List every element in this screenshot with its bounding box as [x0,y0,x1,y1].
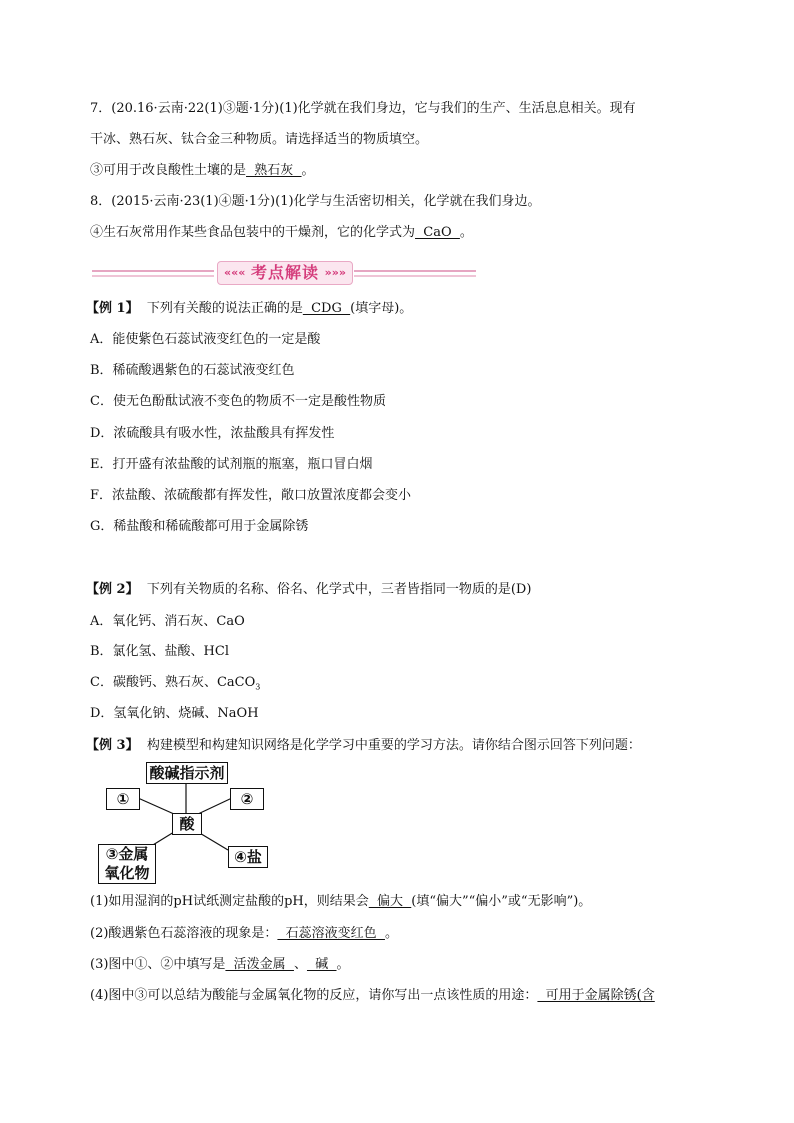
connector-left [138,798,174,814]
ex3-q1-end: (填“偏大”“偏小”或“无影响”)。 [411,894,592,909]
ex1-option-c: C．使无色酚酞试液不变色的物质不一定是酸性物质 [90,394,386,409]
banner-left-stripe-2 [92,275,214,277]
section-banner [92,258,476,286]
banner-left-stripe-1 [92,270,214,272]
ex3-q4-answer: 可用于金属除锈(含 [537,988,655,1003]
ex1-option-b: B．稀硫酸遇紫色的石蕊试液变红色 [90,363,295,378]
ex1-option-d: D．浓硫酸具有吸水性，浓盐酸具有挥发性 [90,426,335,441]
q8-end: 。 [459,225,473,240]
ex3-q1 [90,893,591,911]
ex2-stem [86,581,531,599]
box-acid: 酸 [172,813,202,835]
box-metal-oxide-line-2: 氧化物 [104,864,150,882]
ex3-q1-prompt: (1)如用湿润的pH试纸测定盐酸的pH，则结果会 [90,894,369,909]
box-metal-oxide-line-1: ③金属 [105,845,149,863]
q8-line-2 [90,224,473,242]
ex1-prompt: 下列有关酸的说法正确的是 [138,301,303,316]
banner-title: 考点解读 [250,263,319,282]
q8-answer: CaO [415,225,460,240]
ex3-q3-prompt: (3)图中①、②中填写是 [90,957,226,972]
ex1-option-e: E．打开盛有浓盐酸的试剂瓶的瓶塞，瓶口冒白烟 [90,457,373,472]
q7-answer: 熟石灰 [246,163,302,178]
banner-right-arrows: »»» [324,266,346,279]
ex1-end: (填字母)。 [350,301,413,316]
ex2-option-b: B．氯化氢、盐酸、HCl [90,644,229,659]
ex2-option-c-subscript: 3 [255,682,261,692]
acid-knowledge-diagram [98,762,308,884]
ex1-option-a: A．能使紫色石蕊试液变红色的一定是酸 [90,332,321,347]
ex3-q3-end: 。 [336,957,350,972]
box-indicator: 酸碱指示剂 [146,762,228,784]
connector-bottom-right [198,832,228,850]
ex2-option-c-text: C．碳酸钙、熟石灰、CaCO [90,675,256,690]
banner-right-stripe-1 [354,270,476,272]
ex2-option-d: D．氢氧化钠、烧碱、NaOH [90,706,259,721]
ex1-answer: CDG [302,301,351,316]
connector-right [198,798,232,814]
q7-prompt: ③可用于改良酸性土壤的是 [90,163,247,178]
ex3-q2-prompt: (2)酸遇紫色石蕊溶液的现象是： [90,926,278,941]
ex3-q1-answer: 偏大 [368,894,412,909]
ex3-stem [86,737,641,755]
banner-right-stripe-2 [354,275,476,277]
q7-line-3 [90,162,315,180]
ex3-q2 [90,925,398,943]
ex3-q4-prompt: (4)图中③可以总结为酸能与金属氧化物的反应，请你写出一点该性质的用途： [90,988,538,1003]
ex1-option-g: G．稀盐酸和稀硫酸都可用于金属除锈 [90,519,309,534]
q8-prompt: ④生石灰常用作某些食品包装中的干燥剂，它的化学式为 [90,225,416,240]
ex3-q3 [90,956,350,974]
ex2-option-c [90,674,260,697]
box-blank-1: ① [106,788,140,810]
box-metal-oxide [98,844,156,884]
q7-line-2: 干冰、熟石灰、钛合金三种物质。请选择适当的物质填空。 [90,132,429,147]
q7-end: 。 [301,163,315,178]
ex2-option-a-text: A．氧化钙、消石灰、CaO [90,614,245,629]
ex2-tag: 【例 2】 [86,582,139,597]
ex2-prompt: 下列有关物质的名称、俗名、化学式中，三者皆指同一物质的是(D) [138,582,532,597]
q8-line-1: 8．(2015·云南·23(1)④题·1分)(1)化学与生活密切相关，化学就在我们身边。 [90,194,541,209]
ex3-q3-separator: 、 [293,957,307,972]
ex1-option-f: F．浓盐酸、浓硫酸都有挥发性，敞口放置浓度都会变小 [90,488,412,503]
ex3-prompt: 构建模型和构建知识网络是化学学习中重要的学习方法。请你结合图示回答下列问题： [138,738,641,753]
ex3-q3-answer-2: 碱 [306,957,337,972]
ex3-tag: 【例 3】 [86,738,139,753]
ex3-q2-answer: 石蕊溶液变红色 [277,926,385,941]
ex1-stem [86,300,412,318]
ex3-q2-end: 。 [384,926,398,941]
box-salt: ④盐 [228,846,268,868]
ex2-option-a [90,612,245,631]
banner-left-arrows: ««« [224,266,246,279]
ex3-q4 [90,987,655,1005]
box-blank-2: ② [230,788,264,810]
ex3-q3-answer-1: 活泼金属 [225,957,294,972]
ex1-tag: 【例 1】 [86,301,139,316]
q7-line-1: 7．(20.16·云南·22(1)③题·1分)(1)化学就在我们身边，它与我们的生产、生活息息相关。现有 [90,101,636,116]
banner-pill [217,261,353,285]
